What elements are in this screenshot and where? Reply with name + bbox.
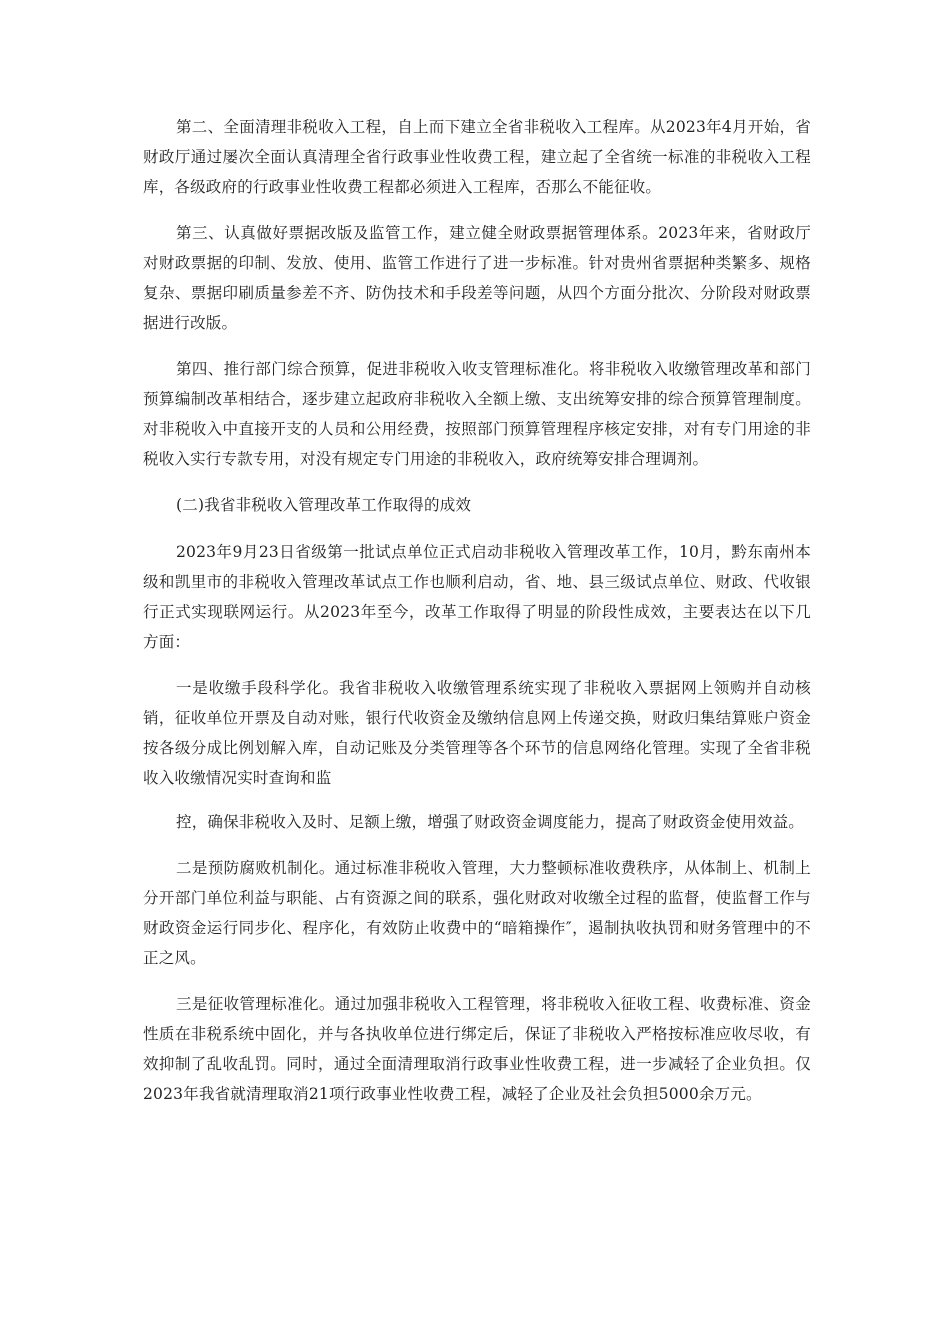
paragraph-collection-methods: 一是收缴手段科学化。我省非税收入收缴管理系统实现了非税收入票据网上领购并自动核销，征收单位开票及自动对账，银行代收资金及缴纳信息网上传递交换，财政归集结算账户资金按各级分成比例划解入库，自动记账及分类管理等各个环节的信息网络化管理。实现了全省非税收入收缴情况实时查询和监: [143, 679, 811, 787]
section-heading-achievements: (二)我省非税收入管理改革工作取得的成效: [176, 496, 472, 514]
paragraph-anti-corruption: 二是预防腐败机制化。通过标准非税收入管理，大力整顿标准收费秩序，从体制上、机制上分开部门单位利益与职能、占有资源之间的联系，强化财政对收缴全过程的监督，使监督工作与财政资金运行同步化、程序化，有效防止收费中的“暗箱操作″，遏制执收执罚和财务管理中的不正之风。: [143, 859, 811, 967]
paragraph-standardized-collection: 三是征收管理标准化。通过加强非税收入工程管理，将非税收入征收工程、收费标准、资金性质在非税系统中固化，并与各执收单位进行绑定后，保证了非税收入严格按标准应收尽收，有效抑制了乱收乱罚。同时，通过全面清理取消行政事业性收费工程，进一步减轻了企业负担。仅2023年我省就清理取消21项行政事业性收费工程，减轻了企业及社会负担5000余万元。: [143, 995, 811, 1103]
paragraph-collection-continued: 控，确保非税收入及时、足额上缴，增强了财政资金调度能力，提高了财政资金使用效益。: [176, 813, 805, 831]
paragraph-department-budget: 第四、推行部门综合预算，促进非税收入收支管理标准化。将非税收入收缴管理改革和部门预算编制改革相结合，逐步建立起政府非税收入全额上缴、支出统筹安排的综合预算管理制度。对非税收入中直接开支的人员和公用经费，按照部门预算管理程序核定安排，对有专门用途的非税收入实行专款专用，对没有规定专门用途的非税收入，政府统筹安排合理调剂。: [143, 360, 811, 468]
paragraph-receipt-reform: 第三、认真做好票据改版及监管工作，建立健全财政票据管理体系。2023年来，省财政厅对财政票据的印制、发放、使用、监管工作进行了进一步标准。针对贵州省票据种类繁多、规格复杂、票据印刷质量参差不齐、防伪技术和手段差等问题，从四个方面分批次、分阶段对财政票据进行改版。: [143, 224, 811, 332]
paragraph-pilot-launch: 2023年9月23日省级第一批试点单位正式启动非税收入管理改革工作，10月，黔东南州本级和凯里市的非税收入管理改革试点工作也顺利启动，省、地、县三级试点单位、财政、代收银行正式实现联网运行。从2023年至今，改革工作取得了明显的阶段性成效，主要表达在以下几方面：: [143, 543, 811, 651]
paragraph-cleanup-items: 第二、全面清理非税收入工程，自上而下建立全省非税收入工程库。从2023年4月开始，省财政厅通过屡次全面认真清理全省行政事业性收费工程，建立起了全省统一标准的非税收入工程库，各级政府的行政事业性收费工程都必须进入工程库，否那么不能征收。: [143, 118, 811, 196]
document-body: [143, 112, 811, 1125]
